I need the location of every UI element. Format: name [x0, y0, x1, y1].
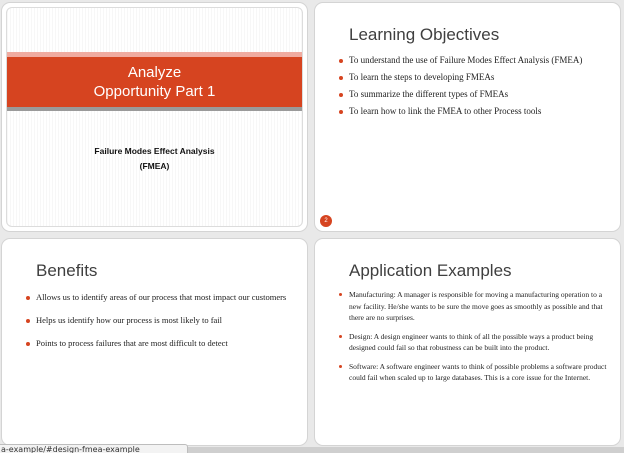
horizontal-scrollbar[interactable]	[188, 447, 624, 453]
list-item	[337, 289, 608, 324]
bullet-icon	[339, 76, 343, 80]
slide-1-subtitle-line-2: (FMEA)	[139, 161, 170, 171]
title-band	[7, 57, 302, 107]
bullet-icon	[339, 93, 343, 97]
bullet-text: Design: A design engineer wants to think of all the possible ways a product being designed could fail so that robustness can be built into the product.	[349, 331, 594, 352]
slide-4-application-examples[interactable]	[314, 238, 621, 446]
status-url-bar: a-example/#design-fmea-example	[0, 444, 188, 453]
list-item	[24, 337, 295, 350]
slide-4-bullet-list	[337, 289, 608, 391]
bullet-text: Manufacturing: A manager is responsible for moving a manufacturing operation to a new facility. He/she wants to be sure the move goes as smoothly as possible and that there are no surprises.	[349, 290, 603, 322]
list-item	[337, 105, 608, 118]
slide-1-title[interactable]	[1, 2, 308, 232]
list-item	[337, 54, 608, 67]
bullet-icon	[339, 365, 342, 368]
bullet-text: Software: A software engineer wants to think of possible problems a software product could fail when scaled up to large databases. This is a core issue for the Internet.	[349, 361, 607, 382]
slide-1-subtitle	[7, 144, 302, 174]
slide-3-bullet-list	[24, 291, 295, 360]
bullet-icon	[339, 110, 343, 114]
slide-3-title: Benefits	[36, 261, 98, 280]
page-number-badge: 2	[320, 215, 332, 227]
slide-1-frame	[6, 7, 303, 227]
list-item	[24, 291, 295, 304]
list-item	[337, 361, 608, 384]
bullet-text: To summarize the different types of FMEAs	[349, 89, 509, 99]
bullet-icon	[339, 293, 342, 296]
bullet-icon	[339, 335, 342, 338]
list-item	[337, 88, 608, 101]
list-item	[24, 314, 295, 327]
bullet-icon	[26, 319, 30, 323]
title-band-accent-bottom	[7, 107, 302, 111]
list-item	[337, 331, 608, 354]
slide-1-title-line-2: Opportunity Part 1	[93, 83, 216, 100]
slide-2-learning-objectives[interactable]	[314, 2, 621, 232]
bullet-text: Points to process failures that are most difficult to detect	[36, 338, 228, 348]
slide-1-subtitle-line-1: Failure Modes Effect Analysis	[94, 146, 215, 156]
slide-2-bullet-list	[337, 54, 608, 122]
bullet-text: Allows us to identify areas of our process that most impact our customers	[36, 292, 287, 302]
slide-2-title: Learning Objectives	[349, 25, 500, 44]
slide-1-title-line-1: Analyze	[127, 64, 182, 81]
slide-4-title: Application Examples	[349, 261, 512, 280]
bullet-text: To understand the use of Failure Modes Effect Analysis (FMEA)	[349, 55, 583, 65]
slide-3-benefits[interactable]	[1, 238, 308, 446]
bullet-text: To learn the steps to developing FMEAs	[349, 72, 495, 82]
bullet-icon	[339, 59, 343, 63]
bullet-text: Helps us identify how our process is most likely to fail	[36, 315, 223, 325]
bullet-icon	[26, 342, 30, 346]
bullet-icon	[26, 296, 30, 300]
list-item	[337, 71, 608, 84]
bullet-text: To learn how to link the FMEA to other Process tools	[349, 106, 542, 116]
